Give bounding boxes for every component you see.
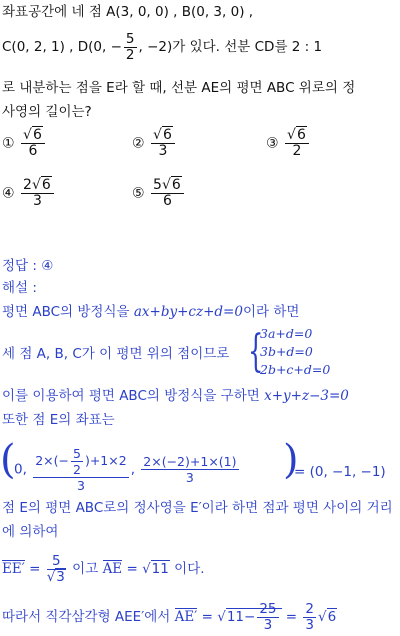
option-4[interactable]: ④ $\frac{2√6}{3}$ xyxy=(2,178,56,209)
solution-step-2: 세 점 A, B, C가 이 평면 위의 점이므로 xyxy=(2,346,230,362)
solution-label: 해설 : xyxy=(2,280,37,296)
option-1[interactable]: ① $\frac{√6}{6}$ xyxy=(2,128,47,159)
right-paren: ) xyxy=(283,437,299,483)
question-line-4: 사영의 길이는? xyxy=(2,104,92,120)
question-line-3: 로 내분하는 점을 E라 할 때, 선분 AE의 평면 ABC 위로의 정 xyxy=(2,80,356,96)
final-line: 따라서 직각삼각형 AEE′에서 AE′ = √11− $\frac{25}{3}$ = $\frac{2}{3}$ √6 xyxy=(2,600,337,633)
coordinate-expression: 0, 2×(− $\frac{5}{2}$ )+1×2 3 , $\frac{2\times(-2)+1\times(1)}{3}$ xyxy=(14,446,237,493)
coordinate-result: = (0, −1, −1) xyxy=(294,464,386,480)
option-3[interactable]: ③ $\frac{√6}{2}$ xyxy=(266,128,311,159)
answer: 정답 : ④ xyxy=(2,258,54,274)
equation-system: { 3a+d=0 3b+d=0 2b+c+d=0 xyxy=(248,326,331,377)
left-paren: ( xyxy=(0,437,16,483)
solution-step-5: 점 E의 평면 ABC로의 정사영을 E′이라 하면 점과 평면 사이의 거리 xyxy=(2,500,393,516)
solution-step-4: 또한 점 E의 좌표는 xyxy=(2,412,115,428)
option-5[interactable]: ⑤ $\frac{5√6}{6}$ xyxy=(132,178,186,209)
distance-line: EE′ = $\frac{5}{√3}$ 이고 AE = √11 이다. xyxy=(2,552,205,585)
question-line-2: C(0, 2, 1) , D(0, − $\frac{5}{2}$ , −2)가 있다. 선분 CD를 2 : 1 xyxy=(2,30,323,63)
solution-step-6: 에 의하여 xyxy=(2,524,59,540)
option-2[interactable]: ② $\frac{√6}{3}$ xyxy=(132,128,177,159)
solution-step-1: 평면 ABC의 방정식을 ax+by+cz+d=0이라 하면 xyxy=(2,304,300,320)
solution-step-3: 이를 이용하여 평면 ABC의 방정식을 구하면 x+y+z−3=0 xyxy=(2,388,349,404)
question-line-1: 좌표공간에 네 점 A(3, 0, 0) , B(0, 3, 0) , xyxy=(2,4,254,20)
fraction: $\frac{5}{2}$ xyxy=(125,30,135,63)
